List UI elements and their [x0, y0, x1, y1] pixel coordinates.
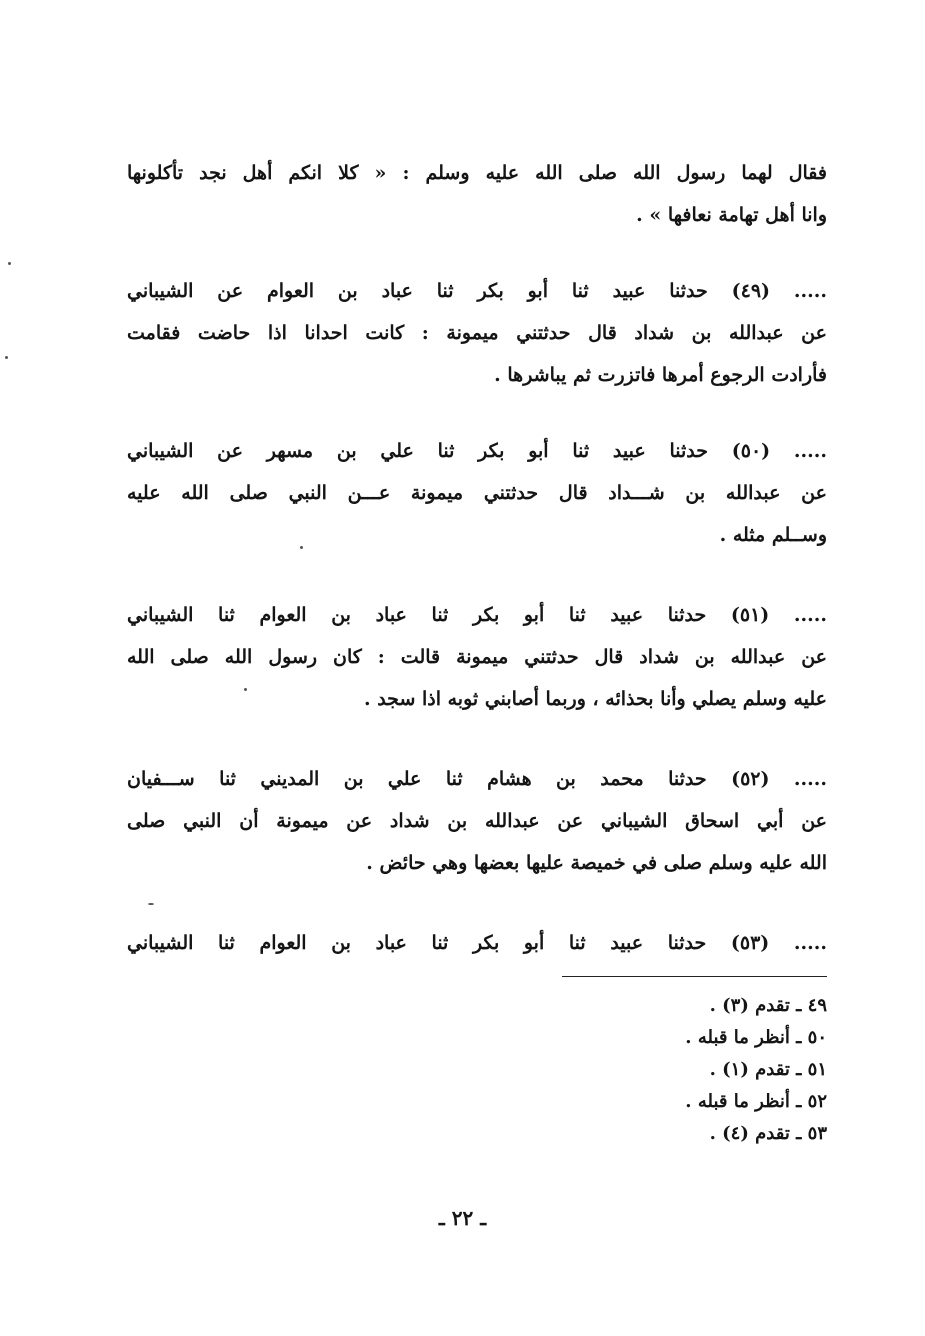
footnote-53: ٥٣ ـ تقدم (٤) . [709, 1123, 827, 1144]
scan-speck [148, 903, 154, 905]
footnote-51: ٥١ ـ تقدم (١) . [709, 1059, 827, 1080]
text-line: وانا أهل تهامة نعافها » . [636, 204, 827, 226]
text-line: عن عبدالله بن شـــداد قال حدثتني ميمونة عـــن النبي صلى الله عليه [127, 482, 827, 504]
scan-speck [300, 546, 303, 549]
text-line: ..... (٥٢) حدثنا محمد بن هشام ثنا علي بن المديني ثنا ســـفيان [127, 768, 827, 790]
text-line: عن عبدالله بن شداد قال حدثتني ميمونة قالت : كان رسول الله صلى الله [127, 646, 827, 668]
scan-speck [8, 262, 11, 265]
hadith-49 [127, 270, 827, 396]
page-number: ـ ٢٢ ـ [438, 1206, 487, 1230]
text-line: ..... (٤٩) حدثنا عبيد ثنا أبو بكر ثنا عباد بن العوام عن الشيباني [127, 280, 827, 302]
paragraph-intro [127, 152, 827, 236]
footnote-50: ٥٠ ـ أنظر ما قبله . [685, 1027, 827, 1048]
footnotes [527, 990, 827, 1150]
text-line: ..... (٥٠) حدثنا عبيد ثنا أبو بكر ثنا علي بن مسهر عن الشيباني [127, 440, 827, 462]
scan-speck [5, 356, 8, 359]
hadith-52 [127, 758, 827, 884]
text-line: عن أبي اسحاق الشيباني عن عبدالله بن شداد عن ميمونة أن النبي صلى [127, 810, 827, 832]
text-line: الله عليه وسلم صلى في خميصة عليها بعضها وهي حائض . [366, 852, 827, 874]
text-line: فقال لهما رسول الله صلى الله عليه وسلم : « كلا انكم أهل نجد تأكلونها [127, 162, 827, 184]
footnote-52: ٥٢ ـ أنظر ما قبله . [685, 1091, 827, 1112]
text-line: ..... (٥٣) حدثنا عبيد ثنا أبو بكر ثنا عباد بن العوام ثنا الشيباني [127, 932, 827, 954]
hadith-50 [127, 430, 827, 556]
hadith-51 [127, 594, 827, 720]
text-line: فأرادت الرجوع أمرها فاتزرت ثم يباشرها . [494, 364, 827, 386]
scan-speck [244, 688, 247, 691]
footnote-divider [562, 976, 827, 977]
text-line: ..... (٥١) حدثنا عبيد ثنا أبو بكر ثنا عباد بن العوام ثنا الشيباني [127, 604, 827, 626]
text-line: عليه وسلم يصلي وأنا بحذائه ، وربما أصابني ثوبه اذا سجد . [363, 688, 827, 710]
text-line: عن عبدالله بن شداد قال حدثتني ميمونة : كانت احدانا اذا حاضت فقامت [127, 322, 827, 344]
footnote-49: ٤٩ ـ تقدم (٣) . [709, 995, 827, 1016]
text-line: وســلم مثله . [719, 524, 827, 546]
hadith-53 [127, 922, 827, 964]
